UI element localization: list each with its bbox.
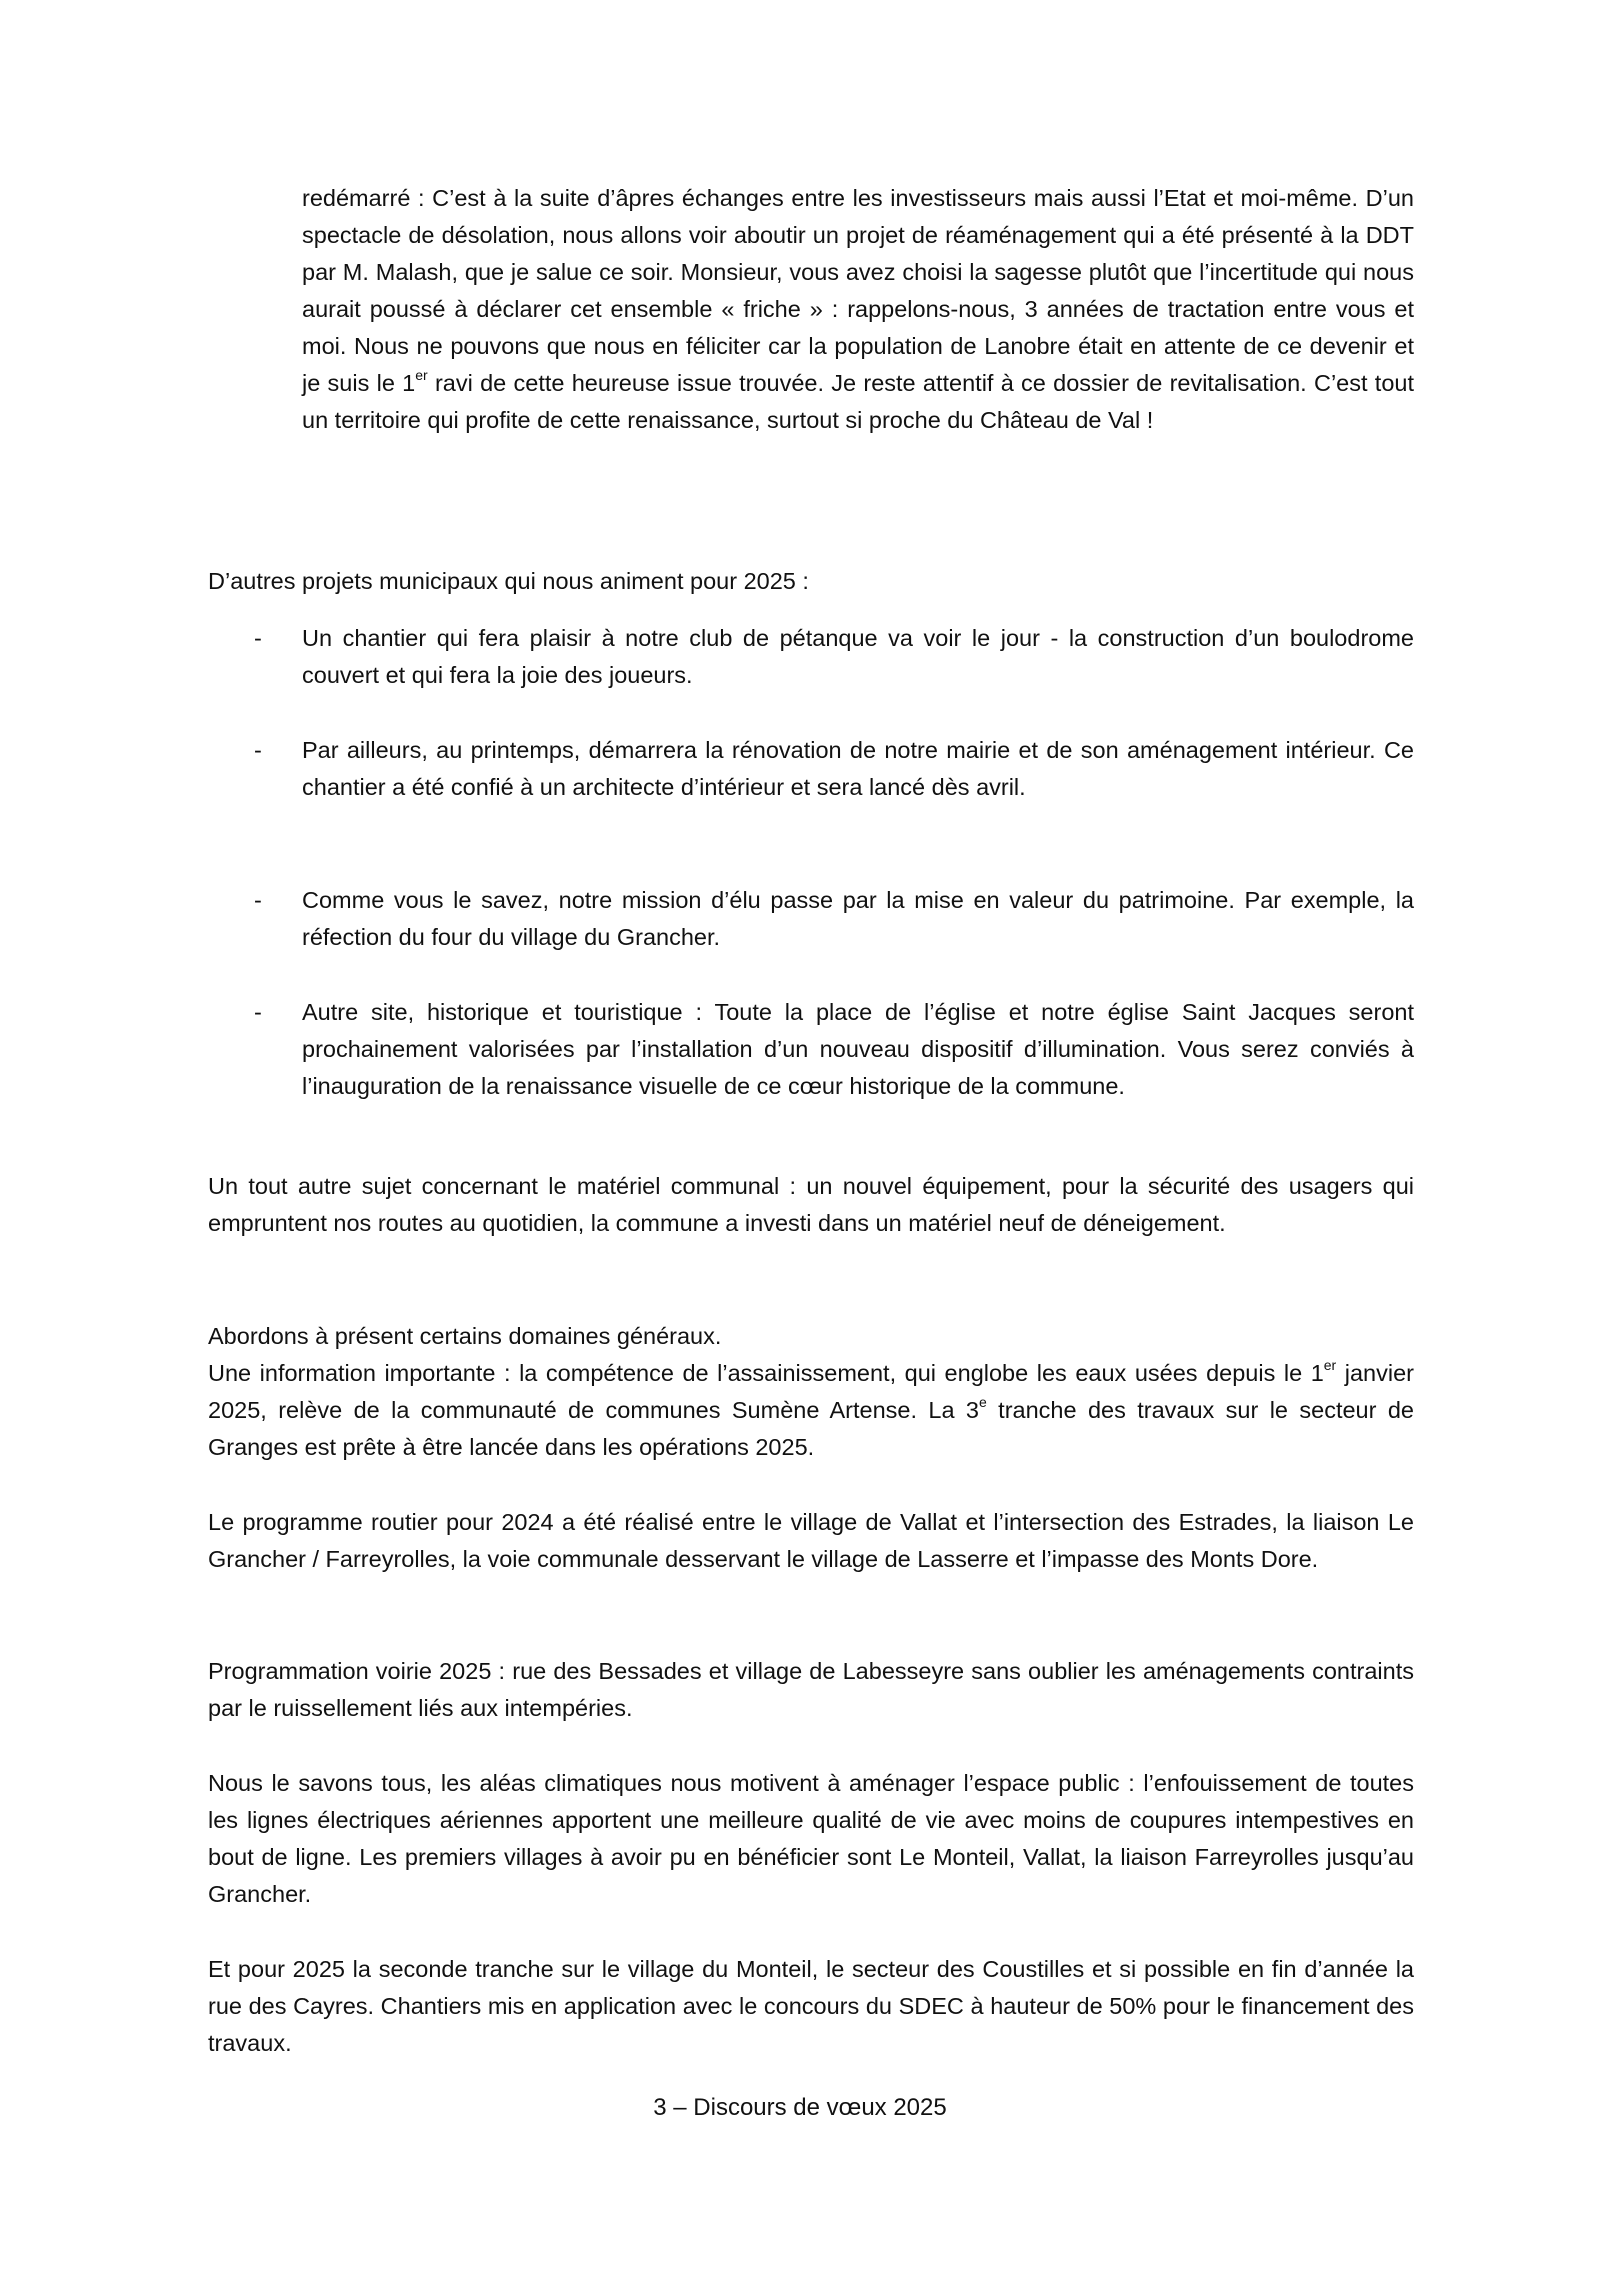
bullet-item-eglise: Autre site, historique et touristique : Toute la place de l’église et notre église Saint Jacques seront prochainement valorisées par l’installation d’un nouveau dispositif d’illumination. Vous serez conviés à l’inauguration de la renaissance visuelle de ce cœur historique de la commune. — [302, 999, 1414, 1099]
superscript: er — [415, 367, 428, 384]
bullet-item-boulodrome: Un chantier qui fera plaisir à notre club de pétanque va voir le jour - la construction d’un boulodrome couvert et qui fera la joie des joueurs. — [302, 625, 1414, 688]
bullet-marker: - — [254, 625, 262, 651]
page-footer: 3 – Discours de vœux 2025 — [653, 2094, 947, 2121]
bullet-item-mairie: Par ailleurs, au printemps, démarrera la rénovation de notre mairie et de son aménagement intérieur. Ce chantier a été confié à un architecte d’intérieur et sera lancé dès avril. — [302, 737, 1414, 800]
paragraph-text: redémarré : C’est à la suite d’âpres échanges entre les investisseurs mais aussi l’Etat et moi-même. D’un spectacle de désolation, nous allons voir aboutir un projet de réaménagement qui a été présenté à la DDT par M. Malash, que je salue ce soir. Monsieur, vous avez choisi la sagesse plutôt que l’incertitude qui nous aurait poussé à déclarer cet ensemble « friche » : rappelons-nous, 3 années de tractation entre vous et moi. Nous ne pouvons que nous en féliciter car la population de Lanobre était en attente de ce devenir et je suis le 1 — [302, 185, 1414, 396]
paragraph-text: ravi de cette heureuse issue trouvée. Je reste attentif à ce dossier de revitalisation. C’est tout un territoire qui profite de cette renaissance, surtout si proche du Château de Val ! — [302, 370, 1414, 433]
projects-intro: D’autres projets municipaux qui nous animent pour 2025 : — [208, 568, 809, 594]
bullet-marker: - — [254, 887, 262, 913]
paragraph-voirie: Programmation voirie 2025 : rue des Bessades et village de Labesseyre sans oublier les aménagements contraints par le ruissellement liés aux intempéries. — [208, 1658, 1414, 1721]
paragraph-seconde-tranche: Et pour 2025 la seconde tranche sur le village du Monteil, le secteur des Coustilles et si possible en fin d’année la rue des Cayres. Chantiers mis en application avec le concours du SDEC à hauteur de 50% pour le financement des travaux. — [208, 1956, 1414, 2056]
paragraph-programme-routier: Le programme routier pour 2024 a été réalisé entre le village de Vallat et l’intersection des Estrades, la liaison Le Grancher / Farreyrolles, la voie communale desservant le village de Lasserre et l’impasse des Monts Dore. — [208, 1509, 1414, 1572]
paragraph-assainissement — [208, 1355, 1414, 1466]
paragraph-text: janvier 2025, relève de la communauté de communes Sumène Artense. La 3 — [208, 1360, 1414, 1423]
bullet-item-patrimoine: Comme vous le savez, notre mission d’élu passe par la mise en valeur du patrimoine. Par exemple, la réfection du four du village du Grancher. — [302, 887, 1414, 950]
superscript: e — [979, 1394, 987, 1411]
paragraph-domaines-intro: Abordons à présent certains domaines généraux. — [208, 1323, 722, 1349]
paragraph-text: tranche des travaux sur le secteur de Granges est prête à être lancée dans les opérations 2025. — [208, 1397, 1414, 1460]
bullet-marker: - — [254, 737, 262, 763]
superscript: er — [1323, 1357, 1337, 1374]
paragraph-enfouissement: Nous le savons tous, les aléas climatiques nous motivent à aménager l’espace public : l’enfouissement de toutes les lignes électriques aériennes apportent une meilleure qualité de vie avec moins de coupures intempestives en bout de ligne. Les premiers villages à avoir pu en bénéficier sont Le Monteil, Vallat, la liaison Farreyrolles jusqu’au Grancher. — [208, 1770, 1414, 1907]
bullet-marker: - — [254, 999, 262, 1025]
paragraph-text: Une information importante : la compétence de l’assainissement, qui englobe les eaux usées depuis le 1 — [208, 1360, 1324, 1386]
paragraph-redemarre — [302, 180, 1414, 439]
paragraph-materiel: Un tout autre sujet concernant le matériel communal : un nouvel équipement, pour la sécurité des usagers qui empruntent nos routes au quotidien, la commune a investi dans un matériel neuf de déneigement. — [208, 1173, 1414, 1236]
